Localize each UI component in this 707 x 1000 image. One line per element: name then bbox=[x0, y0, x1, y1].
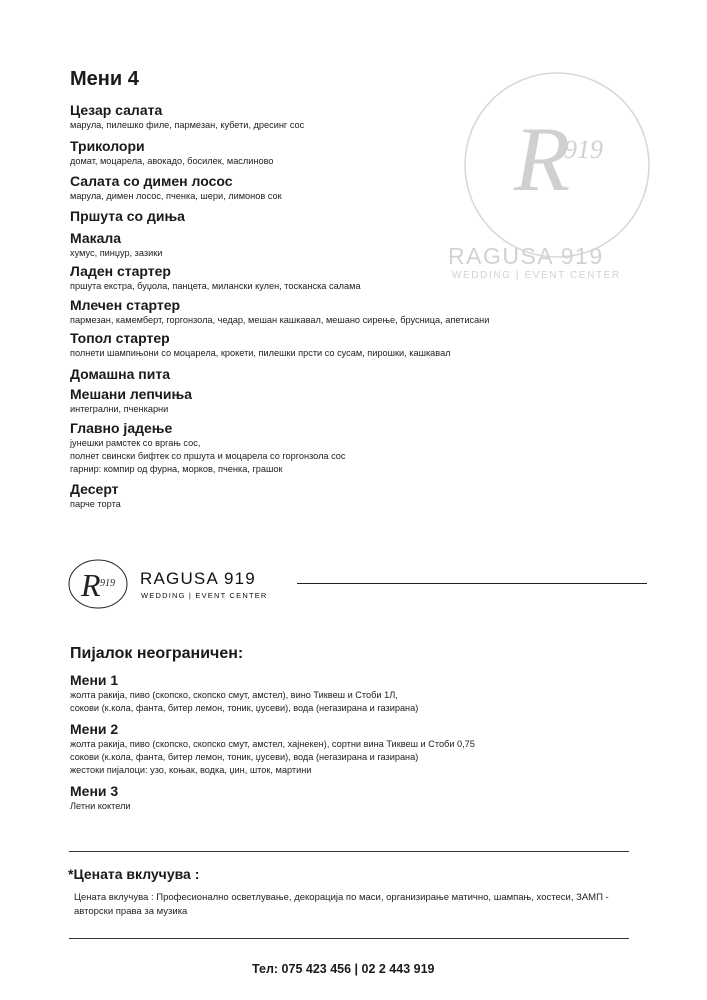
menu-item-name: Пршута со диња bbox=[70, 208, 185, 224]
menu-item bbox=[70, 366, 570, 383]
drinks-menu-line: сокови (к.кола, фанта, битер лемон, тоник, џусеви), вода (негазирана и газирана) bbox=[70, 752, 419, 762]
menu-item bbox=[70, 138, 570, 168]
menu-item bbox=[70, 230, 570, 260]
drinks-menu-name: Мени 3 bbox=[70, 783, 119, 799]
menu-item-description: полнети шампињони со моцарела, крокети, пилешки прсти со сусам, пирошки, кашкавал bbox=[70, 348, 451, 358]
menu-item bbox=[70, 481, 570, 511]
logo-monogram: R bbox=[81, 567, 101, 603]
price-includes-title: *Цената вклучува : bbox=[68, 866, 200, 882]
menu-item-description: пршута екстра, буџола, панцета, милански кулен, тосканска салама bbox=[70, 281, 361, 291]
menu-item bbox=[70, 208, 570, 225]
brand-name: RAGUSA 919 bbox=[140, 569, 256, 588]
menu-item-name: Десерт bbox=[70, 481, 119, 497]
watermark-brand-subtitle: WEDDING | EVENT CENTER bbox=[452, 270, 621, 281]
brand-subtitle: WEDDING | EVENT CENTER bbox=[141, 591, 268, 600]
menu-item-description: гарнир: компир од фурна, морков, пченка, грашок bbox=[70, 464, 283, 474]
brand-logo-mark bbox=[67, 558, 129, 610]
menu-item-description: пармезан, камемберт, горгонзола, чедар, мешан кашкавал, мешано сирење, брусница, апетисани bbox=[70, 315, 490, 325]
watermark-monogram: R bbox=[514, 108, 571, 210]
menu-item-name: Триколори bbox=[70, 138, 145, 154]
menu-title: Мени 4 bbox=[70, 68, 139, 90]
price-includes-text: Цената вклучува : Професионално осветлување, декорација по маси, организирање матично, шампањ, хостеси, ЗАМП - авторски права за музика bbox=[74, 892, 609, 917]
menu-item-list bbox=[70, 98, 570, 511]
menu-item-name: Цезар салата bbox=[70, 102, 163, 118]
menu-item-name: Домашна пита bbox=[70, 366, 170, 382]
drinks-title: Пијалок неограничен: bbox=[70, 645, 244, 662]
menu-item-name: Млечен стартер bbox=[70, 297, 181, 313]
menu-item-description: домат, моцарела, авокадо, босилек, маслиново bbox=[70, 156, 274, 166]
watermark-number: 919 bbox=[564, 135, 603, 164]
drinks-menu-line: жолта ракија, пиво (скопско, скопско смут, амстел, хајнекен), сортни вина Тиквеш и Стоби 0,75 bbox=[70, 739, 475, 749]
menu-item-description: марула, пилешко филе, пармезан, кубети, дресинг сос bbox=[70, 120, 305, 130]
drinks-menu-line: Летни коктели bbox=[70, 801, 131, 811]
menu-item-name: Макала bbox=[70, 230, 122, 246]
menu-item bbox=[70, 386, 570, 416]
menu-item bbox=[70, 297, 570, 327]
menu-item bbox=[70, 102, 570, 132]
drinks-menu-line: сокови (к.кола, фанта, битер лемон, тоник, џусеви), вода (негазирана и газирана) bbox=[70, 703, 419, 713]
menu-item bbox=[70, 330, 570, 360]
drinks-menu bbox=[70, 672, 670, 715]
drinks-menu-line: жестоки пијалоци: узо, коњак, водка, џин, шток, мартини bbox=[70, 765, 312, 775]
contact-phone: Тел: 075 423 456 | 02 2 443 919 bbox=[252, 962, 435, 976]
menu-item-description: хумус, пинџур, зазики bbox=[70, 248, 163, 258]
menu-item bbox=[70, 420, 570, 476]
menu-item bbox=[70, 173, 570, 203]
drinks-menu-line: жолта ракија, пиво (скопско, скопско смут, амстел), вино Тиквеш и Стоби 1Л, bbox=[70, 690, 398, 700]
menu-item-name: Салата со димен лосос bbox=[70, 173, 233, 189]
logo-number: 919 bbox=[100, 578, 115, 589]
menu-item-description: марула, димен лосос, пченка, шери, лимонов сок bbox=[70, 191, 282, 201]
menu-item-name: Главно јадење bbox=[70, 420, 173, 436]
menu-item-description: јунешки рамстек со вргањ сос, bbox=[70, 438, 201, 448]
menu-item-name: Мешани лепчиња bbox=[70, 386, 193, 402]
menu-item-description: полнет свински бифтек со пршута и моцарела со горгонзола сос bbox=[70, 451, 346, 461]
drinks-menu bbox=[70, 721, 670, 777]
drinks-menu-list bbox=[70, 672, 670, 819]
drinks-menu-name: Мени 1 bbox=[70, 672, 119, 688]
divider-line bbox=[69, 938, 629, 939]
watermark-brand-name: RAGUSA 919 bbox=[448, 243, 604, 269]
drinks-menu-name: Мени 2 bbox=[70, 721, 119, 737]
menu-item-name: Топол стартер bbox=[70, 330, 170, 346]
divider-line bbox=[69, 851, 629, 852]
menu-item-description: интегрални, пченкарни bbox=[70, 404, 169, 414]
divider-line bbox=[297, 583, 647, 584]
menu-item-description: парче торта bbox=[70, 499, 121, 509]
drinks-menu bbox=[70, 783, 670, 813]
menu-item-name: Ладен стартер bbox=[70, 263, 171, 279]
menu-item bbox=[70, 263, 570, 293]
